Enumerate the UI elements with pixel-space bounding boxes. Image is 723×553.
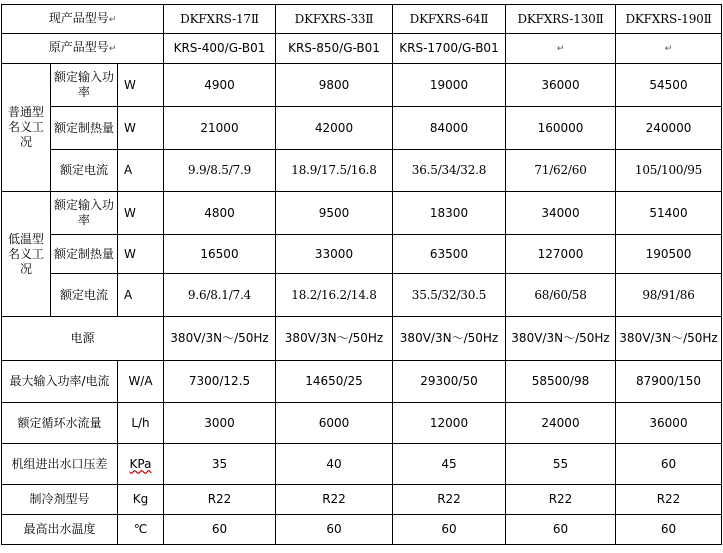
value-cell: 71/62/60: [506, 150, 616, 192]
param-label: 额定输入功率: [51, 192, 118, 235]
value-cell: 36.5/34/32.8: [393, 150, 506, 192]
model-header: DKFXRS-64Ⅱ: [393, 5, 506, 34]
value-cell: 380V/3N～/50Hz: [506, 317, 616, 361]
value-cell: 380V/3N～/50Hz: [276, 317, 393, 361]
param-label: 额定制热量: [51, 235, 118, 274]
param-label: 最大输入功率/电流: [2, 361, 118, 403]
value-cell: 54500: [616, 64, 722, 107]
value-cell: 18.2/16.2/14.8: [276, 274, 393, 317]
value-cell: 4900: [164, 64, 276, 107]
value-cell: R22: [506, 485, 616, 515]
value-cell: 19000: [393, 64, 506, 107]
unit-cell: ℃: [118, 515, 164, 545]
value-cell: 9.6/8.1/7.4: [164, 274, 276, 317]
value-cell: 60: [616, 515, 722, 545]
unit-cell: A: [118, 150, 164, 192]
original-model-row: [2, 34, 722, 64]
value-cell: 380V/3N～/50Hz: [616, 317, 722, 361]
table-row: [2, 235, 722, 274]
value-cell: 127000: [506, 235, 616, 274]
table-row: [2, 150, 722, 192]
table-row: [2, 444, 722, 485]
value-cell: 55: [506, 444, 616, 485]
value-cell: 36000: [616, 403, 722, 444]
value-cell: 35.5/32/30.5: [393, 274, 506, 317]
value-cell: 3000: [164, 403, 276, 444]
value-cell: 60: [616, 444, 722, 485]
original-model-value: ↵: [506, 34, 616, 64]
value-cell: 45: [393, 444, 506, 485]
value-cell: 36000: [506, 64, 616, 107]
value-cell: 380V/3N～/50Hz: [393, 317, 506, 361]
value-cell: R22: [164, 485, 276, 515]
param-label: 额定电流: [51, 274, 118, 317]
table-row: [2, 485, 722, 515]
current-model-label: 现产品型号↵: [2, 5, 164, 34]
value-cell: 14650/25: [276, 361, 393, 403]
value-cell: 40: [276, 444, 393, 485]
value-cell: 21000: [164, 107, 276, 150]
table-row: [2, 192, 722, 235]
value-cell: 240000: [616, 107, 722, 150]
header-row: [2, 5, 722, 34]
param-label: 机组进出水口压差: [2, 444, 118, 485]
original-model-value: ↵: [616, 34, 722, 64]
original-model-value: KRS-400/G-B01: [164, 34, 276, 64]
group-label-normal: 普通型名义工况: [2, 64, 51, 192]
value-cell: 84000: [393, 107, 506, 150]
value-cell: 4800: [164, 192, 276, 235]
value-cell: 6000: [276, 403, 393, 444]
value-cell: 34000: [506, 192, 616, 235]
unit-cell: W: [118, 107, 164, 150]
value-cell: 33000: [276, 235, 393, 274]
unit-cell: Kg: [118, 485, 164, 515]
value-cell: R22: [393, 485, 506, 515]
value-cell: 160000: [506, 107, 616, 150]
table-row: [2, 274, 722, 317]
param-label: 额定循环水流量: [2, 403, 118, 444]
value-cell: 9.9/8.5/7.9: [164, 150, 276, 192]
unit-text: KPa: [129, 456, 152, 471]
model-header: DKFXRS-33Ⅱ: [276, 5, 393, 34]
value-cell: 35: [164, 444, 276, 485]
original-model-value: KRS-1700/G-B01: [393, 34, 506, 64]
value-cell: 68/60/58: [506, 274, 616, 317]
value-cell: 58500/98: [506, 361, 616, 403]
unit-cell: A: [118, 274, 164, 317]
table-row: [2, 107, 722, 150]
value-cell: 29300/50: [393, 361, 506, 403]
value-cell: 18300: [393, 192, 506, 235]
value-cell: 60: [164, 515, 276, 545]
value-cell: 60: [276, 515, 393, 545]
value-cell: 18.9/17.5/16.8: [276, 150, 393, 192]
table-row: [2, 403, 722, 444]
param-label: 最高出水温度: [2, 515, 118, 545]
value-cell: 190500: [616, 235, 722, 274]
value-cell: 12000: [393, 403, 506, 444]
group-label-low-temp: 低温型名义工况: [2, 192, 51, 317]
spec-table: [1, 4, 722, 545]
table-row: [2, 361, 722, 403]
value-cell: 60: [506, 515, 616, 545]
param-label: 额定电流: [51, 150, 118, 192]
value-cell: R22: [616, 485, 722, 515]
value-cell: 63500: [393, 235, 506, 274]
param-label: 额定输入功率: [51, 64, 118, 107]
unit-cell: W: [118, 64, 164, 107]
value-cell: 9800: [276, 64, 393, 107]
unit-cell: L/h: [118, 403, 164, 444]
power-row: [2, 317, 722, 361]
table-row: [2, 515, 722, 545]
unit-cell: W: [118, 192, 164, 235]
original-model-label: 原产品型号↵: [2, 34, 164, 64]
power-label: 电源: [2, 317, 164, 361]
unit-cell: [118, 444, 164, 485]
model-header: DKFXRS-190Ⅱ: [616, 5, 722, 34]
unit-cell: W/A: [118, 361, 164, 403]
value-cell: R22: [276, 485, 393, 515]
value-cell: 16500: [164, 235, 276, 274]
value-cell: 51400: [616, 192, 722, 235]
model-header: DKFXRS-130Ⅱ: [506, 5, 616, 34]
table-row: [2, 64, 722, 107]
param-label: 制冷剂型号: [2, 485, 118, 515]
value-cell: 9500: [276, 192, 393, 235]
value-cell: 98/91/86: [616, 274, 722, 317]
value-cell: 42000: [276, 107, 393, 150]
original-model-value: KRS-850/G-B01: [276, 34, 393, 64]
value-cell: 60: [393, 515, 506, 545]
unit-cell: W: [118, 235, 164, 274]
value-cell: 87900/150: [616, 361, 722, 403]
value-cell: 7300/12.5: [164, 361, 276, 403]
value-cell: 24000: [506, 403, 616, 444]
value-cell: 380V/3N～/50Hz: [164, 317, 276, 361]
param-label: 额定制热量: [51, 107, 118, 150]
model-header: DKFXRS-17Ⅱ: [164, 5, 276, 34]
value-cell: 105/100/95: [616, 150, 722, 192]
